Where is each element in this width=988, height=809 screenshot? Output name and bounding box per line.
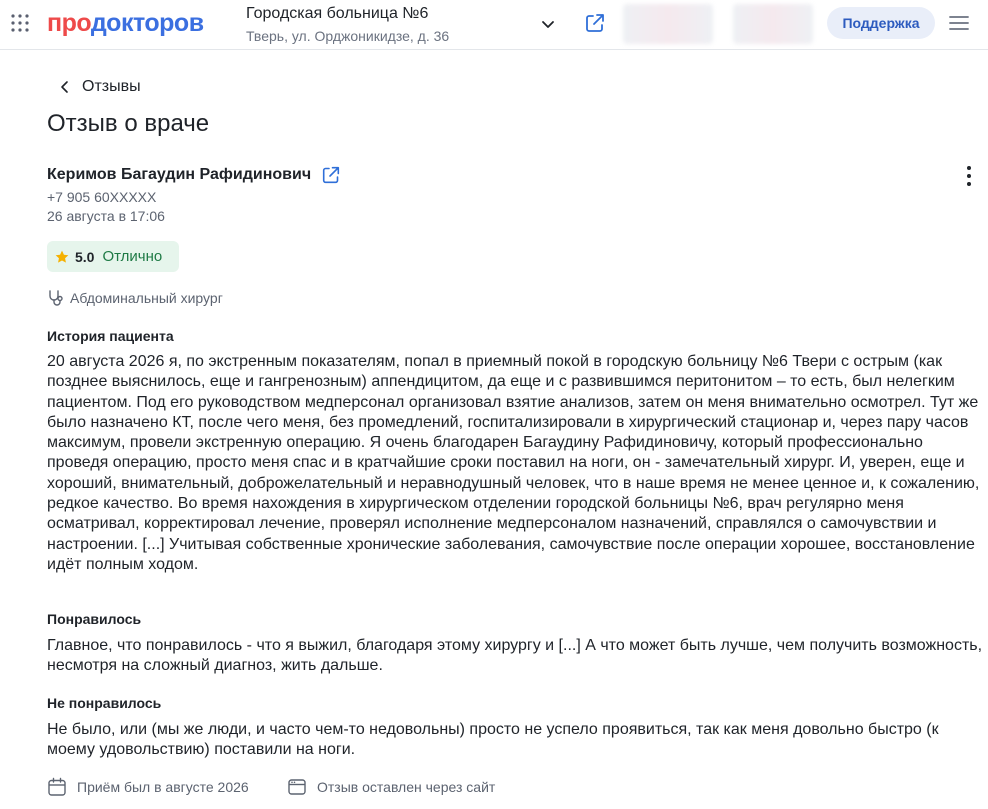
browser-window-icon — [287, 777, 307, 797]
hamburger-menu-icon[interactable] — [948, 13, 970, 33]
liked-heading: Понравилось — [47, 611, 142, 627]
specialty-label: Абдоминальный хирург — [70, 290, 223, 306]
review-date: 26 августа в 17:06 — [47, 208, 165, 224]
site-logo[interactable] — [47, 9, 204, 37]
rating-badge — [47, 241, 179, 272]
back-link-label: Отзывы — [82, 78, 141, 95]
back-link[interactable] — [58, 76, 141, 98]
external-link-icon[interactable] — [584, 12, 606, 34]
top-header — [0, 0, 988, 50]
history-text: 20 августа 2026 я, по экстренным показателям, попал в приемный покой в городскую больницу №6 Твери с острым (как позднее выяснилось, еще и гангренозным) аппендицитом, да еще и с развившимся перитонитом – то есть, был нелегким пациентом. Под его руководством медперсонал организовал взятие анализов, затем он меня внимательно осмотрел. Тут же было назначено КТ, после чего меня, без промедлений, госпитализировали в хирургический стационар и, через пару часов максимум, провели экстренную операцию. Я очень благодарен Багаудину Рафидиновичу, который профессионально проведя операцию, просто меня спас и в кратчайшие сроки поставил на ноги, он - замечательный хирург. И, уверен, еще и хороший, внимательный, доброжелательный и неравнодушный человек, что в наше время не менее ценное и, к сожалению, редкое качество. Во время нахождения в хирургическом отделении городской больницы №6, врач регулярно меня осматривал, корректировал лечение, проверял исполнение медперсоналом назначений, справлялся о самочувствии и настроении. [...] Учитывая собственные хронические заболевания, самочувствие после операции хорошее, восстановление идёт полным ходом. — [47, 353, 980, 573]
blurred-header-item — [733, 4, 813, 44]
disliked-text: Не было, или (мы же люди, и часто чем-то недовольны) просто не успело проявиться, так как меня довольно быстро (к моему удовольствию) поставили на ноги. — [47, 721, 939, 759]
liked-text: Главное, что понравилось - что я выжил, благодаря этому хирургу и [...] А что может быть лучше, чем получить возможность, несмотря на сложный диагноз, жить дальше. — [47, 637, 983, 675]
source-label: Отзыв оставлен через сайт — [317, 779, 496, 795]
visit-label: Приём был в августе 2026 — [77, 779, 249, 795]
logo-part-1: про — [47, 9, 91, 37]
apps-grid-icon[interactable] — [10, 13, 30, 33]
page-title: Отзыв о враче — [47, 110, 210, 137]
external-link-icon[interactable] — [321, 165, 341, 185]
blurred-header-item — [623, 4, 713, 44]
doctor-header — [47, 164, 341, 186]
stethoscope-icon — [47, 289, 65, 307]
chevron-down-icon[interactable] — [540, 16, 556, 32]
clinic-selector[interactable] — [246, 4, 546, 46]
more-vertical-icon[interactable] — [958, 164, 980, 188]
logo-part-2: докторов — [90, 9, 204, 37]
star-icon — [54, 249, 70, 265]
rating-text: Отлично — [102, 248, 163, 265]
support-button[interactable]: Поддержка — [827, 7, 935, 39]
reviewer-phone: +7 905 60XXXXX — [47, 189, 157, 205]
clinic-name: Городская больница №6 — [246, 5, 429, 22]
chevron-left-icon — [58, 80, 72, 94]
clinic-address: Тверь, ул. Орджоникидзе, д. 36 — [246, 28, 450, 44]
review-source — [287, 777, 495, 797]
disliked-heading: Не понравилось — [47, 695, 162, 711]
rating-value: 5.0 — [75, 248, 95, 265]
calendar-icon — [47, 777, 67, 797]
visit-info — [47, 777, 249, 797]
doctor-name[interactable]: Керимов Багаудин Рафидинович — [47, 166, 312, 183]
history-heading: История пациента — [47, 328, 174, 344]
doctor-specialty — [47, 289, 223, 307]
